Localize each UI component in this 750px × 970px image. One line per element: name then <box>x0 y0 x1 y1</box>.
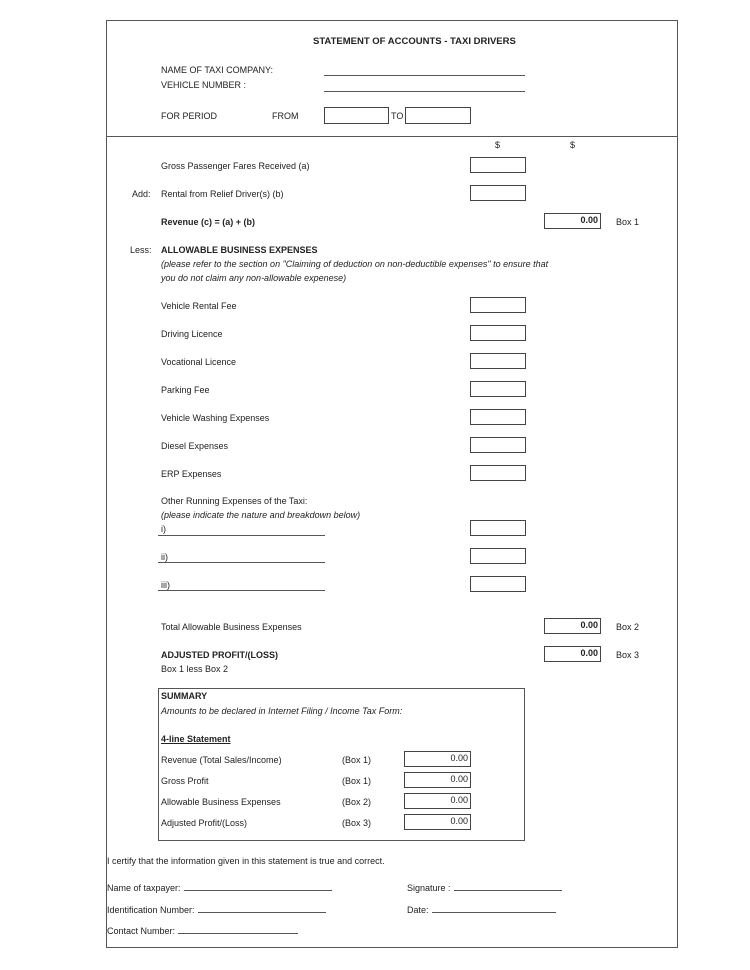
contact-label: Contact Number: <box>107 926 176 936</box>
to-label: TO <box>391 111 404 121</box>
box2-label: Box 2 <box>616 622 640 632</box>
other-expense-line-3[interactable] <box>158 590 325 591</box>
box3-label: Box 3 <box>616 650 640 660</box>
summary-value-revenue: 0.00 <box>404 751 471 767</box>
other-expense-input-2[interactable] <box>470 548 526 564</box>
total-expenses-label: Total Allowable Business Expenses <box>161 622 302 632</box>
signature-field[interactable] <box>407 882 562 893</box>
expense-label-vehicle-rental: Vehicle Rental Fee <box>161 301 237 311</box>
period-from-input[interactable] <box>324 107 389 124</box>
other-expenses-note: (please indicate the nature and breakdown below) <box>161 510 361 520</box>
signature-line[interactable] <box>454 882 562 891</box>
summary-box-ref-expenses: (Box 2) <box>342 797 372 807</box>
header-divider <box>106 136 678 137</box>
rental-input[interactable] <box>470 185 526 201</box>
summary-box-ref-gross-profit: (Box 1) <box>342 776 372 786</box>
total-expenses-value: 0.00 <box>544 618 601 634</box>
expense-label-erp: ERP Expenses <box>161 469 222 479</box>
column-dollar-1: $ <box>495 140 501 150</box>
taxpayer-name-label: Name of taxpayer: <box>107 883 181 893</box>
expenses-note-1: (please refer to the section on "Claiming of deduction on non-deductible expenses" to ensure that <box>161 259 549 269</box>
other-expense-input-3[interactable] <box>470 576 526 592</box>
date-field[interactable] <box>407 904 556 915</box>
expense-label-parking-fee: Parking Fee <box>161 385 210 395</box>
identification-label: Identification Number: <box>107 905 195 915</box>
expense-label-vehicle-washing: Vehicle Washing Expenses <box>161 413 270 423</box>
certification-statement: I certify that the information given in this statement is true and correct. <box>107 856 385 866</box>
adjusted-profit-value: 0.00 <box>544 646 601 662</box>
adjusted-profit-label: ADJUSTED PROFIT/(LOSS) <box>161 650 279 660</box>
gross-fares-label: Gross Passenger Fares Received (a) <box>161 161 310 171</box>
taxpayer-name-field[interactable] <box>107 882 332 893</box>
expense-input-vehicle-rental[interactable] <box>470 297 526 313</box>
expense-input-vocational-licence[interactable] <box>470 353 526 369</box>
taxpayer-name-line[interactable] <box>184 882 332 891</box>
summary-value-gross-profit: 0.00 <box>404 772 471 788</box>
other-expenses-label: Other Running Expenses of the Taxi: <box>161 496 308 506</box>
other-expense-line-1[interactable] <box>158 535 325 536</box>
identification-field[interactable] <box>107 904 326 915</box>
expenses-note-2: you do not claim any non-allowable expenese) <box>161 273 347 283</box>
revenue-total: 0.00 <box>544 213 601 229</box>
summary-value-expenses: 0.00 <box>404 793 471 809</box>
expense-input-parking-fee[interactable] <box>470 381 526 397</box>
expense-input-driving-licence[interactable] <box>470 325 526 341</box>
expense-label-driving-licence: Driving Licence <box>161 329 223 339</box>
other-expense-label-1: i) <box>161 524 166 534</box>
rental-label: Rental from Relief Driver(s) (b) <box>161 189 284 199</box>
summary-heading: SUMMARY <box>161 691 208 701</box>
company-input-line[interactable] <box>324 75 525 76</box>
period-to-input[interactable] <box>405 107 471 124</box>
vehicle-input-line[interactable] <box>324 91 525 92</box>
expenses-heading: ALLOWABLE BUSINESS EXPENSES <box>161 245 318 255</box>
less-label: Less: <box>130 245 152 255</box>
summary-label-expenses: Allowable Business Expenses <box>161 797 281 807</box>
add-label: Add: <box>132 189 151 199</box>
other-expense-label-3: iii) <box>161 580 170 590</box>
summary-box-ref-adjusted-profit: (Box 3) <box>342 818 372 828</box>
vehicle-label: VEHICLE NUMBER : <box>161 80 247 90</box>
period-label: FOR PERIOD <box>161 111 218 121</box>
expense-label-diesel: Diesel Expenses <box>161 441 229 451</box>
expense-label-vocational-licence: Vocational Licence <box>161 357 237 367</box>
summary-label-gross-profit: Gross Profit <box>161 776 209 786</box>
summary-box-ref-revenue: (Box 1) <box>342 755 372 765</box>
contact-field[interactable] <box>107 925 298 936</box>
expense-input-erp[interactable] <box>470 465 526 481</box>
gross-fares-input[interactable] <box>470 157 526 173</box>
date-line[interactable] <box>432 904 556 913</box>
other-expense-line-2[interactable] <box>158 562 325 563</box>
summary-subheading: 4-line Statement <box>161 734 231 744</box>
revenue-label: Revenue (c) = (a) + (b) <box>161 217 256 227</box>
summary-value-adjusted-profit: 0.00 <box>404 814 471 830</box>
from-label: FROM <box>272 111 299 121</box>
summary-label-revenue: Revenue (Total Sales/Income) <box>161 755 282 765</box>
column-dollar-2: $ <box>570 140 576 150</box>
signature-label: Signature : <box>407 883 451 893</box>
other-expense-input-1[interactable] <box>470 520 526 536</box>
expense-input-diesel[interactable] <box>470 437 526 453</box>
other-expense-label-2: ii) <box>161 552 168 562</box>
box1-label: Box 1 <box>616 217 640 227</box>
summary-note: Amounts to be declared in Internet Filing / Income Tax Form: <box>161 706 403 716</box>
company-label: NAME OF TAXI COMPANY: <box>161 65 274 75</box>
expense-input-vehicle-washing[interactable] <box>470 409 526 425</box>
form-title: STATEMENT OF ACCOUNTS - TAXI DRIVERS <box>313 36 516 47</box>
identification-line[interactable] <box>198 904 326 913</box>
date-label: Date: <box>407 905 429 915</box>
contact-line[interactable] <box>178 925 298 934</box>
adjusted-profit-sublabel: Box 1 less Box 2 <box>161 664 229 674</box>
summary-label-adjusted-profit: Adjusted Profit/(Loss) <box>161 818 248 828</box>
